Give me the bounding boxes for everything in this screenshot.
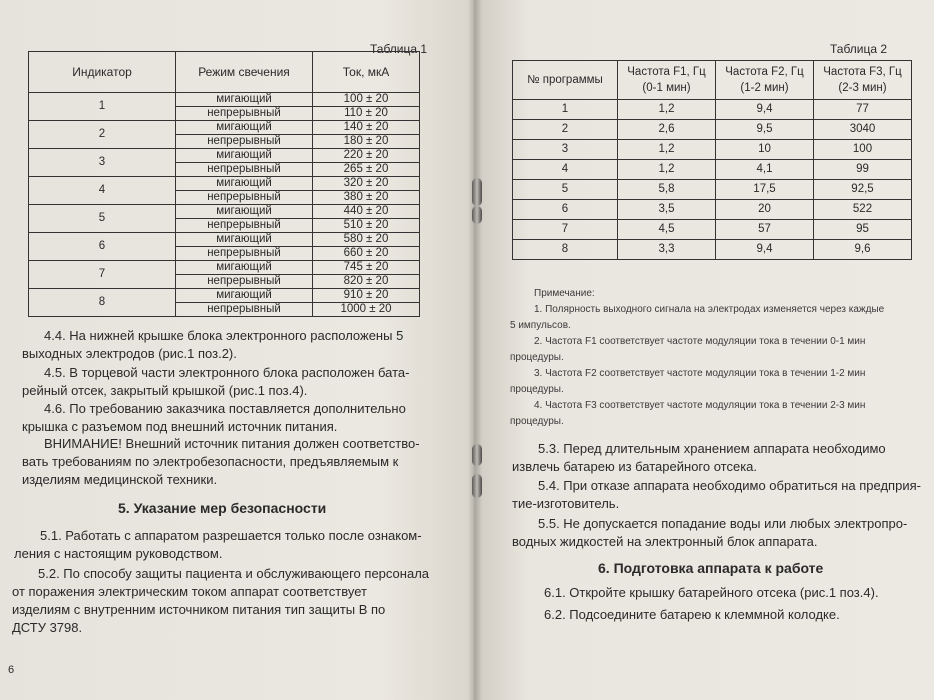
paragraph-5-4 xyxy=(512,477,921,513)
indicator-cell: 3 xyxy=(29,149,176,177)
f3-cell: 95 xyxy=(814,220,912,240)
table-row xyxy=(29,177,420,191)
current-cell: 320 ± 20 xyxy=(313,177,420,191)
program-cell: 8 xyxy=(513,240,618,260)
table1-header-mode: Режим свечения xyxy=(176,52,313,93)
table-row xyxy=(513,240,912,260)
indicator-cell: 7 xyxy=(29,261,176,289)
text-line: рейный отсек, закрытый крышкой (рис.1 поз.4). xyxy=(22,383,308,398)
header-line: (2-3 мин) xyxy=(838,82,887,94)
f3-cell: 99 xyxy=(814,160,912,180)
note-line: 4. Частота F3 соответствует частоте модуляции тока в течении 2-3 мин xyxy=(534,400,866,411)
current-cell: 265 ± 20 xyxy=(313,163,420,177)
table-row xyxy=(29,149,420,163)
text-line: вать требованиям по электробезопасности, предъявляемым к xyxy=(22,454,399,469)
f3-cell: 522 xyxy=(814,200,912,220)
table-row xyxy=(513,180,912,200)
indicator-cell: 4 xyxy=(29,177,176,205)
staple-top xyxy=(472,178,482,206)
current-cell: 440 ± 20 xyxy=(313,205,420,219)
program-cell: 1 xyxy=(513,100,618,120)
program-cell: 5 xyxy=(513,180,618,200)
f3-cell: 77 xyxy=(814,100,912,120)
current-cell: 220 ± 20 xyxy=(313,149,420,163)
indicator-cell: 8 xyxy=(29,289,176,317)
current-cell: 110 ± 20 xyxy=(313,107,420,121)
f3-cell: 9,6 xyxy=(814,240,912,260)
mode-cell: мигающий xyxy=(176,205,313,219)
mode-cell: непрерывный xyxy=(176,107,313,121)
table2-header-program xyxy=(513,61,618,100)
f3-cell: 92,5 xyxy=(814,180,912,200)
current-cell: 1000 ± 20 xyxy=(313,303,420,317)
mode-cell: непрерывный xyxy=(176,191,313,205)
table1 xyxy=(28,51,420,317)
paragraph-5-5 xyxy=(512,515,908,551)
text-line: от поражения электрическим током аппарат соответствует xyxy=(12,584,367,599)
table-row xyxy=(513,220,912,240)
f1-cell: 4,5 xyxy=(618,220,716,240)
table2-header-f1 xyxy=(618,61,716,100)
paragraph-5-1 xyxy=(14,527,422,563)
staple-upper xyxy=(472,206,482,224)
table-row xyxy=(29,233,420,247)
f1-cell: 1,2 xyxy=(618,100,716,120)
mode-cell: непрерывный xyxy=(176,275,313,289)
mode-cell: мигающий xyxy=(176,233,313,247)
text-line: ДСТУ 3798. xyxy=(12,620,83,635)
f2-cell: 9,4 xyxy=(716,240,814,260)
table-row xyxy=(29,289,420,303)
mode-cell: непрерывный xyxy=(176,219,313,233)
paragraph-4-6 xyxy=(22,400,406,436)
indicator-cell: 5 xyxy=(29,205,176,233)
program-cell: 7 xyxy=(513,220,618,240)
table-row xyxy=(513,200,912,220)
program-cell: 4 xyxy=(513,160,618,180)
current-cell: 745 ± 20 xyxy=(313,261,420,275)
text-line: изделиям с внутренним источником питания тип защиты В по xyxy=(12,602,386,617)
mode-cell: мигающий xyxy=(176,149,313,163)
f2-cell: 57 xyxy=(716,220,814,240)
note-line: процедуры. xyxy=(510,384,564,395)
table1-header-current: Ток, мкА xyxy=(313,52,420,93)
note-line: процедуры. xyxy=(510,416,564,427)
header-line: Частота F2, Гц xyxy=(725,66,804,78)
note-line: процедуры. xyxy=(510,352,564,363)
table-row xyxy=(29,261,420,275)
header-line: Частота F1, Гц xyxy=(627,66,706,78)
mode-cell: непрерывный xyxy=(176,135,313,149)
mode-cell: непрерывный xyxy=(176,247,313,261)
program-cell: 3 xyxy=(513,140,618,160)
text-line: 5.1. Работать с аппаратом разрешается только после ознаком- xyxy=(40,528,422,543)
current-cell: 140 ± 20 xyxy=(313,121,420,135)
header-line: № программы xyxy=(527,74,603,86)
table-row xyxy=(29,93,420,107)
warning-line: ВНИМАНИЕ! Внешний источник питания должен соответство- xyxy=(44,436,420,451)
table-row xyxy=(513,100,912,120)
f2-cell: 9,5 xyxy=(716,120,814,140)
mode-cell: мигающий xyxy=(176,121,313,135)
table2-header-f2 xyxy=(716,61,814,100)
current-cell: 100 ± 20 xyxy=(313,93,420,107)
paragraph-4-4 xyxy=(22,327,404,363)
right-page xyxy=(474,0,934,700)
warning-paragraph xyxy=(22,435,420,489)
page-number: 6 xyxy=(8,664,15,676)
f1-cell: 1,2 xyxy=(618,140,716,160)
paragraph-4-5 xyxy=(22,364,410,400)
text-line: 4.5. В торцевой части электронного блока расположен бата- xyxy=(44,365,410,380)
text-line: изделиям медицинской техники. xyxy=(22,472,218,487)
mode-cell: непрерывный xyxy=(176,163,313,177)
note-line: 2. Частота F1 соответствует частоте модуляции тока в течении 0-1 мин xyxy=(534,336,866,347)
f1-cell: 3,3 xyxy=(618,240,716,260)
book-spine xyxy=(468,0,482,700)
table2 xyxy=(512,60,912,260)
text-line: 5.2. По способу защиты пациента и обслуживающего персонала xyxy=(38,566,430,581)
f1-cell: 5,8 xyxy=(618,180,716,200)
paragraph-5-3 xyxy=(512,440,886,476)
indicator-cell: 6 xyxy=(29,233,176,261)
mode-cell: мигающий xyxy=(176,177,313,191)
mode-cell: мигающий xyxy=(176,289,313,303)
mode-cell: непрерывный xyxy=(176,303,313,317)
paragraph-5-2 xyxy=(12,565,430,637)
current-cell: 380 ± 20 xyxy=(313,191,420,205)
text-line: водных жидкостей на электронный блок аппарата. xyxy=(512,534,818,549)
section5-title: 5. Указание мер безопасности xyxy=(118,500,327,516)
text-line: тие-изготовитель. xyxy=(512,496,620,511)
indicator-cell: 1 xyxy=(29,93,176,121)
table-row xyxy=(513,140,912,160)
table2-caption: Таблица 2 xyxy=(830,42,888,56)
mode-cell: мигающий xyxy=(176,261,313,275)
text-line: крышка с разъемом под внешний источник питания. xyxy=(22,419,338,434)
note-line: 1. Полярность выходного сигнала на электродах изменяется через каждые xyxy=(534,304,885,315)
staple-lower xyxy=(472,444,482,466)
f1-cell: 3,5 xyxy=(618,200,716,220)
text-line: 5.5. Не допускается попадание воды или любых электропро- xyxy=(538,516,908,531)
current-cell: 910 ± 20 xyxy=(313,289,420,303)
notes-block xyxy=(510,302,884,430)
header-line: Частота F3, Гц xyxy=(823,66,902,78)
header-line: (0-1 мин) xyxy=(642,82,691,94)
text-line: выходных электродов (рис.1 поз.2). xyxy=(22,346,237,361)
text-line: 5.4. При отказе аппарата необходимо обратиться на предприя- xyxy=(538,478,921,493)
staple-bottom xyxy=(472,474,482,498)
note-title: Примечание: xyxy=(534,288,595,299)
table1-caption: Таблица 1 xyxy=(370,42,428,56)
text-line: 5.3. Перед длительным хранением аппарата необходимо xyxy=(538,441,886,456)
current-cell: 180 ± 20 xyxy=(313,135,420,149)
f3-cell: 100 xyxy=(814,140,912,160)
current-cell: 660 ± 20 xyxy=(313,247,420,261)
f2-cell: 17,5 xyxy=(716,180,814,200)
f2-cell: 20 xyxy=(716,200,814,220)
f2-cell: 4,1 xyxy=(716,160,814,180)
table-row xyxy=(513,120,912,140)
mode-cell: мигающий xyxy=(176,93,313,107)
current-cell: 580 ± 20 xyxy=(313,233,420,247)
table-row xyxy=(29,121,420,135)
header-line: (1-2 мин) xyxy=(740,82,789,94)
note-line: 5 импульсов. xyxy=(510,320,571,331)
text-line: 4.4. На нижней крышке блока электронного расположены 5 xyxy=(44,328,404,343)
current-cell: 820 ± 20 xyxy=(313,275,420,289)
indicator-cell: 2 xyxy=(29,121,176,149)
section6-title: 6. Подготовка аппарата к работе xyxy=(598,560,824,576)
f1-cell: 2,6 xyxy=(618,120,716,140)
paragraph-6-2: 6.2. Подсоедините батарею к клеммной колодке. xyxy=(544,607,840,622)
text-line: 4.6. По требованию заказчика поставляется дополнительно xyxy=(44,401,406,416)
f3-cell: 3040 xyxy=(814,120,912,140)
note-line: 3. Частота F2 соответствует частоте модуляции тока в течении 1-2 мин xyxy=(534,368,866,379)
table1-header-indicator: Индикатор xyxy=(29,52,176,93)
table-row xyxy=(29,205,420,219)
program-cell: 2 xyxy=(513,120,618,140)
f2-cell: 10 xyxy=(716,140,814,160)
text-line: извлечь батарею из батарейного отсека. xyxy=(512,459,758,474)
table2-header-f3 xyxy=(814,61,912,100)
paragraph-6-1: 6.1. Откройте крышку батарейного отсека (рис.1 поз.4). xyxy=(544,585,879,600)
program-cell: 6 xyxy=(513,200,618,220)
table-row xyxy=(513,160,912,180)
f2-cell: 9,4 xyxy=(716,100,814,120)
f1-cell: 1,2 xyxy=(618,160,716,180)
current-cell: 510 ± 20 xyxy=(313,219,420,233)
text-line: ления с настоящим руководством. xyxy=(14,546,223,561)
